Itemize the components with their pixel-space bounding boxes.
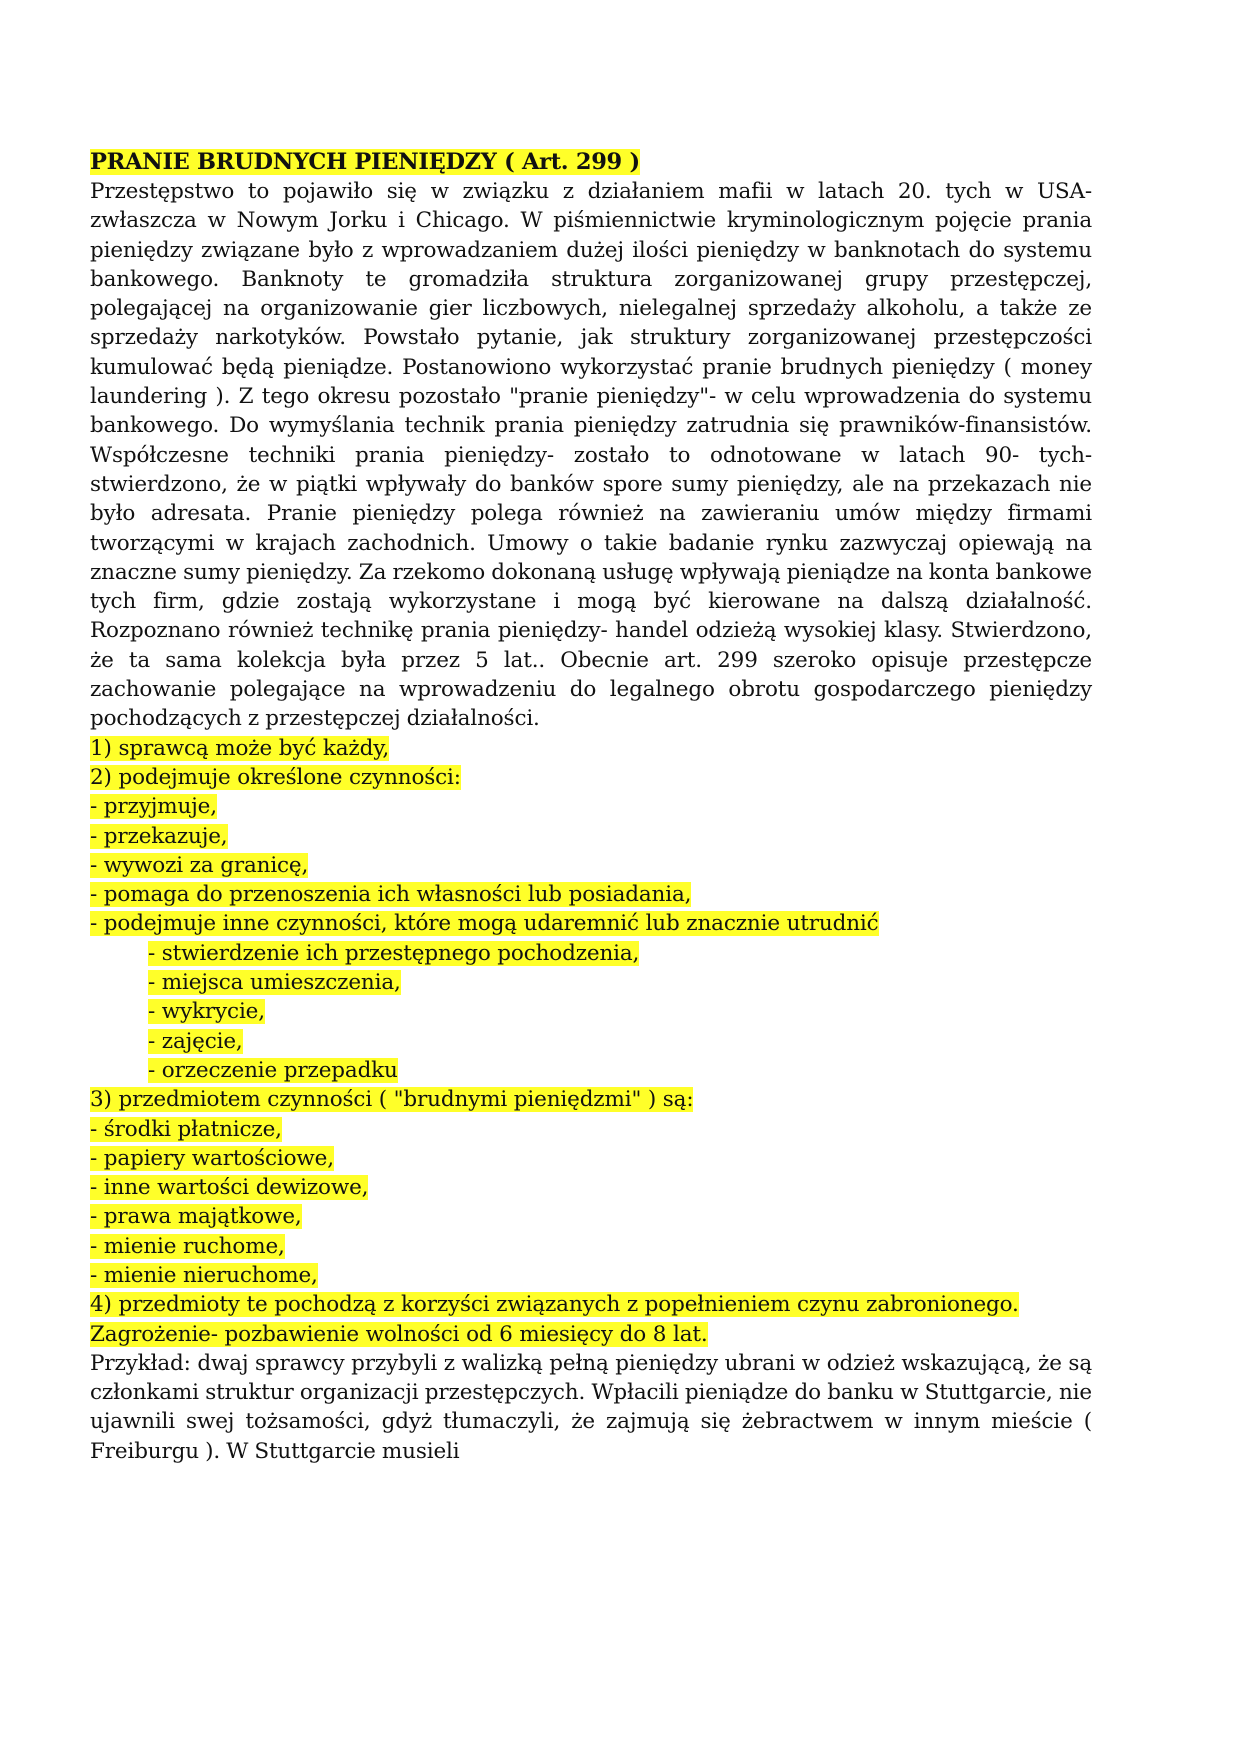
action-item: - pomaga do przenoszenia ich własności lub posiadania, [90, 882, 692, 908]
object-item: - papiery wartościowe, [90, 1145, 334, 1171]
action-item: - podejmuje inne czynności, które mogą udaremnić lub znacznie utrudnić [90, 911, 879, 937]
object-item: - mienie ruchome, [90, 1233, 285, 1259]
example-paragraph: Przykład: dwaj sprawcy przybyli z walizką pełną pieniędzy ubrani w odzież wskazującą, że są członkami struktur organizacji przestępczych. Wpłacili pieniądze do banku w Stuttgarcie, nie ujawnili swej tożsamości, gdyż tłumaczyli, że zajmują się żebractwem w innym mieście ( Freiburgu ). W Stuttgarcie musieli [90, 1350, 1092, 1464]
title-highlight: PRANIE BRUDNYCH PIENIĘDZY ( Art. 299 ) [90, 149, 640, 175]
subaction-item: - stwierdzenie ich przestępnego pochodzenia, [148, 940, 640, 966]
intro-paragraph: Przestępstwo to pojawiło się w związku z działaniem mafii w latach 20. tych w USA- zwłaszcza w Nowym Jorku i Chicago. W piśmiennictwie kryminologicznym pojęcie prania pieniędzy związane było z wprowadzaniem dużej ilości pieniędzy w banknotach do systemu bankowego. Banknoty te gromadziła struktura zorganizowanej grupy przestępczej, polegającej na organizowanie gier liczbowych, nielegalnej sprzedaży alkoholu, a także ze sprzedaży narkotyków. Powstało pytanie, jak struktury zorganizowanej przestępczości kumulować będą pieniądze. Postanowiono wykorzystać pranie brudnych pieniędzy ( money laundering ). Z tego okresu pozostało "pranie pieniędzy"- w celu wprowadzenia do systemu bankowego. Do wymyślania technik prania pieniędzy zatrudnia się prawników-finansistów. Współczesne techniki prania pieniędzy- zostało to odnotowane w latach 90- tych- stwierdzono, że w piątki wpływały do banków spore sumy pieniędzy, ale na przekazach nie było adresata. Pranie pieniędzy polega również na zawieraniu umów między firmami tworzącymi w krajach zachodnich. Umowy o takie badanie rynku zazwyczaj opiewają na znaczne sumy pieniędzy. Za rzekomo dokonaną usługę wpływają pieniądze na konta bankowe tych firm, gdzie zostają wykorzystane i mogą być kierowane na dalszą działalność. Rozpoznano również technikę prania pieniędzy- handel odzieżą wysokiej klasy. Stwierdzono, że ta sama kolekcja była przez 5 lat.. Obecnie art. 299 szeroko opisuje przestępcze zachowanie polegające na wprowadzeniu do legalnego obrotu gospodarczego pieniędzy pochodzących z przestępczej działalności. [90, 179, 1092, 732]
object-item: - środki płatnicze, [90, 1116, 282, 1142]
document-page [90, 148, 1092, 1466]
point-2: 2) podejmuje określone czynności: [90, 764, 461, 790]
object-item: - prawa majątkowe, [90, 1204, 302, 1230]
object-item: - mienie nieruchome, [90, 1262, 318, 1288]
document-title [90, 148, 1092, 177]
action-item: - przyjmuje, [90, 794, 217, 820]
point-3: 3) przedmiotem czynności ( "brudnymi pieniędzmi" ) są: [90, 1087, 694, 1113]
action-item: - przekazuje, [90, 823, 228, 849]
object-item: - inne wartości dewizowe, [90, 1175, 369, 1201]
subaction-item: - miejsca umieszczenia, [148, 970, 401, 996]
action-item: - wywozi za granicę, [90, 852, 309, 878]
point-4: 4) przedmioty te pochodzą z korzyści związanych z popełnieniem czynu zabronionego. [90, 1292, 1019, 1318]
subaction-item: - wykrycie, [148, 999, 265, 1025]
point-1: 1) sprawcą może być każdy, [90, 735, 390, 761]
penalty: Zagrożenie- pozbawienie wolności od 6 miesięcy do 8 lat. [90, 1321, 708, 1347]
subaction-item: - orzeczenie przepadku [148, 1057, 398, 1083]
subaction-item: - zajęcie, [148, 1028, 243, 1054]
